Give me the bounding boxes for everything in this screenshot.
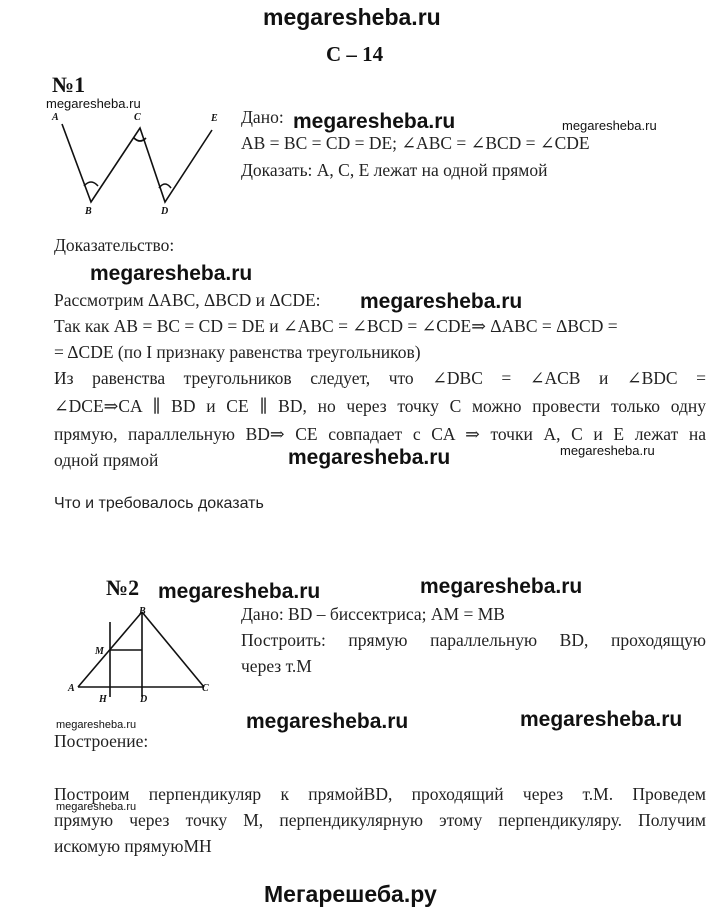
construction-line: Построим перпендикуляр к прямойBD, проходящий через т.M. Проведем bbox=[54, 784, 706, 804]
problem1-given-line: AB = BC = CD = DE; ∠ABC = ∠BCD = ∠CDE bbox=[241, 133, 590, 153]
label-m: M bbox=[95, 646, 104, 657]
label-c: C bbox=[202, 683, 209, 694]
footer-site: Мегарешеба.ру bbox=[264, 881, 437, 907]
construction-line: прямую через точку M, перпендикулярную этому перпендикуляру. Получим bbox=[54, 810, 706, 830]
zigzag-lines bbox=[62, 124, 212, 202]
watermark: megaresheba.ru bbox=[158, 580, 321, 603]
watermark: megaresheba.ru bbox=[293, 110, 456, 133]
problem2-construct-line: через т.M bbox=[241, 656, 312, 676]
label-d: D bbox=[161, 206, 169, 217]
header-site: megaresheba.ru bbox=[263, 4, 441, 30]
label-b: B bbox=[139, 606, 146, 617]
construction-line: искомую прямуюMH bbox=[54, 836, 212, 856]
problem2-construct-line: Построить: прямую параллельную BD, проходящую bbox=[241, 630, 706, 650]
proof-label: Доказательство: bbox=[54, 235, 175, 255]
problem1-given-label: Дано: bbox=[241, 107, 284, 127]
problem2-figure bbox=[62, 604, 222, 708]
problem1-figure bbox=[40, 108, 230, 220]
problem2-number: №2 bbox=[106, 575, 140, 600]
watermark: megaresheba.ru bbox=[246, 710, 409, 733]
label-h: H bbox=[99, 694, 107, 705]
proof-line: = ΔCDE (по I признаку равенства треугольников) bbox=[54, 342, 421, 362]
label-a: A bbox=[52, 112, 59, 123]
watermark: megaresheba.ru bbox=[360, 290, 523, 313]
label-d: D bbox=[140, 694, 148, 705]
problem1-number: №1 bbox=[52, 72, 86, 97]
proof-conclusion: Что и требовалось доказать bbox=[54, 495, 264, 512]
label-c: C bbox=[134, 112, 141, 123]
problem2-given-line: Дано: BD – биссектриса; AM = MB bbox=[241, 604, 505, 624]
watermark: megaresheba.ru bbox=[520, 708, 683, 731]
proof-line: прямую, параллельную BD⇒ CE совпадает с CA ⇒ точки A, C и E лежат на bbox=[54, 424, 706, 444]
proof-line: Из равенства треугольников следует, что ∠DBC = ∠ACB и ∠BDC = bbox=[54, 368, 706, 388]
watermark: megaresheba.ru bbox=[562, 118, 657, 133]
watermark: megaresheba.ru bbox=[560, 443, 655, 458]
label-b: B bbox=[85, 206, 92, 217]
label-a: A bbox=[68, 683, 75, 694]
label-e: E bbox=[211, 113, 218, 124]
watermark: megaresheba.ru bbox=[90, 262, 253, 285]
watermark: megaresheba.ru bbox=[56, 719, 137, 731]
proof-line: Так как AB = BC = CD = DE и ∠ABC = ∠BCD = ∠CDE⇒ ΔABC = ΔBCD = bbox=[54, 316, 618, 336]
side-bc bbox=[142, 612, 204, 687]
watermark: megaresheba.ru bbox=[420, 575, 583, 598]
watermark: megaresheba.ru bbox=[288, 446, 451, 469]
watermark: megaresheba.ru bbox=[46, 96, 141, 111]
watermark: megaresheba.ru bbox=[56, 801, 137, 813]
construction-label: Построение: bbox=[54, 731, 149, 751]
problem1-prove-line: Доказать: A, C, E лежат на одной прямой bbox=[241, 160, 548, 180]
proof-line: ∠DCE⇒CA ∥ BD и CE ∥ BD, но через точку C можно провести только одну bbox=[54, 396, 706, 416]
proof-line: Рассмотрим ΔABC, ΔBCD и ΔCDE: bbox=[54, 290, 321, 310]
proof-line: одной прямой bbox=[54, 450, 159, 470]
angle-arc-b bbox=[84, 182, 98, 186]
section-title: С – 14 bbox=[326, 42, 384, 66]
